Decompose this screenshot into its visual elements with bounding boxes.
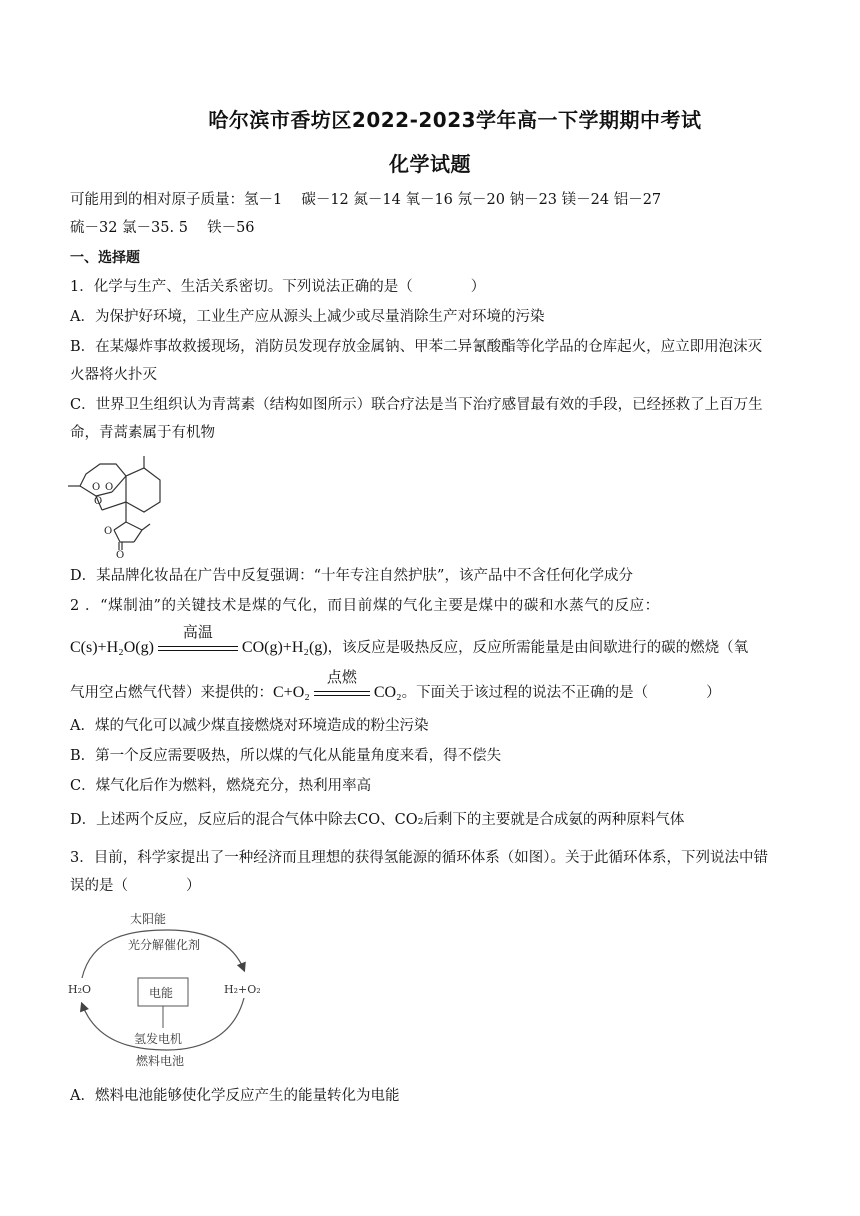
diagram-electric-energy: 电能 [149,986,174,1000]
svg-text:O: O [105,482,114,493]
q1-option-b-line2: 火器将火扑灭 [70,367,157,383]
q2-stem-line2-head: 气用空占燃气代替）来提供的： [70,685,273,701]
q2-stem-line2-tail: 。下面关于该过程的说法不正确的是（ ） [401,685,721,701]
hydrogen-cycle-diagram [62,906,272,1078]
eq2-arrow [312,668,372,700]
q1-option-a: A．为保护好环境，工业生产应从源头上减少或尽量消除生产对环境的污染 [70,309,545,325]
diagram-catalyst: 光分解催化剂 [128,938,201,952]
q2-stem-line1: 2 ．“煤制油”的关键技术是煤的气化，而目前煤的气化主要是煤中的碳和水蒸气的反应： [70,598,660,614]
eq2-condition: 点燃 [326,668,357,686]
q1-stem: 1．化学与生产、生活关系密切。下列说法正确的是（ ） [70,279,486,295]
diagram-solar-energy: 太阳能 [130,912,167,926]
q1-option-d: D．某品牌化妆品在广告中反复强调：“十年专注自然护肤”，该产品中不含任何化学成分 [70,568,633,584]
eq1-reactants: C(s)+H₂O(g) [70,639,154,656]
q1-option-c-line1: C．世界卫生组织认为青蒿素（结构如图所示）联合疗法是当下治疗感冒最有效的手段，已经拯救了上百万生 [70,397,763,413]
q2-option-b: B．第一个反应需要吸热，所以煤的气化从能量角度来看，得不偿失 [70,748,502,764]
section-heading: 一、选择题 [70,250,140,266]
exam-title: 哈尔滨市香坊区2022-2023学年高一下学期期中考试 [208,108,702,132]
diagram-hydrogen-oxygen: H₂+O₂ [224,983,261,996]
diagram-hydrogen-generator: 氢发电机 [134,1032,183,1046]
eq2-products: CO₂ [373,684,402,701]
svg-text:O: O [94,496,103,507]
eq1-products: CO(g)+H₂(g) [241,639,328,656]
svg-text:O: O [92,482,101,493]
q2-option-a: A．煤的气化可以减少煤直接燃烧对环境造成的粉尘污染 [70,718,429,734]
q2-stem-line2 [70,668,721,703]
q2-option-c: C．煤气化后作为燃料，燃烧充分，热利用率高 [70,778,372,794]
artemisinin-structure-diagram [64,452,174,560]
eq2-reactants: C+O₂ [273,684,310,701]
q3-stem-line1: 3．目前，科学家提出了一种经济而且理想的获得氢能源的循环体系（如图）。关于此循环体系，下列说法中错 [70,850,768,866]
atomic-mass-line-2: 硫－32 氯－35. 5 铁－56 [70,220,255,236]
q2-option-d: D．上述两个反应，反应后的混合气体中除去CO、CO₂后剩下的主要就是合成氨的两种原料气体 [70,812,685,828]
q3-stem-line2: 误的是（ ） [70,878,201,894]
eq1-arrow [156,623,240,655]
q2-stem-line1-tail: ，该反应是吸热反应，反应所需能量是由间歇进行的碳的燃烧（氧 [327,640,749,656]
q1-option-b-line1: B．在某爆炸事故救援现场，消防员发现存放金属钠、甲苯二异氰酸酯等化学品的仓库起火，应立即用泡沫灭 [70,339,763,355]
eq1-condition: 高温 [182,623,213,641]
svg-text:O: O [104,526,113,537]
q1-option-c-line2: 命，青蒿素属于有机物 [70,425,215,441]
atomic-mass-line-1: 可能用到的相对原子质量：氢－1 碳－12 氮－14 氧－16 氖－20 钠－23 镁－24 铝－27 [70,192,662,208]
diagram-fuel-cell: 燃料电池 [136,1054,185,1068]
q2-equation-line [70,623,749,658]
diagram-water: H₂O [68,983,92,996]
exam-subtitle: 化学试题 [389,152,471,176]
svg-text:O: O [116,550,125,560]
q3-option-a: A．燃料电池能够使化学反应产生的能量转化为电能 [70,1088,400,1104]
